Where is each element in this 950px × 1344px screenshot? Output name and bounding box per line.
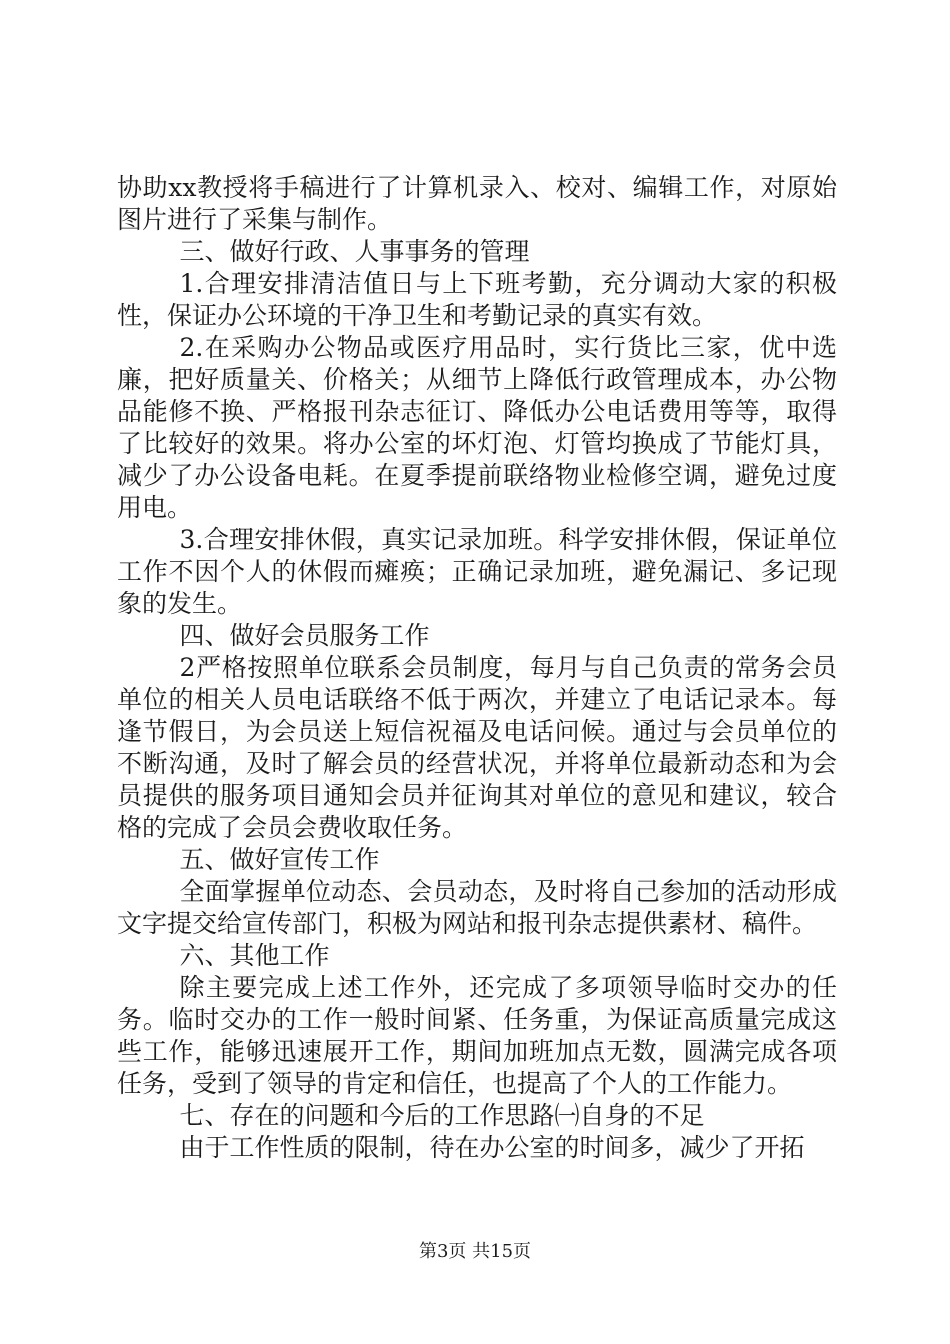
paragraph: 由于工作性质的限制，待在办公室的时间多，减少了开拓 <box>179 1133 805 1162</box>
section-heading: 五、做好宣传工作 <box>179 845 380 874</box>
paragraph: 协助xx教授将手稿进行了计算机录入、校对、编辑工作，对原始图片进行了采集与制作。 <box>117 173 837 234</box>
paragraph: 2.在采购办公物品或医疗用品时，实行货比三家，优中选廉，把好质量关、价格关；从细节上降低行政管理成本，办公物品能修不换、严格报刊杂志征订、降低办公电话费用等等，取得了比较好的效果。将办公室的坏灯泡、灯管均换成了节能灯具，减少了办公设备电耗。在夏季提前联络物业检修空调，避免过度用电。 <box>117 333 837 522</box>
section-heading: 六、其他工作 <box>179 941 330 970</box>
page-number-indicator: 第3页 共15页 <box>418 1241 532 1262</box>
page-footer <box>0 1241 950 1263</box>
document-body <box>117 172 837 1164</box>
section-heading: 七、存在的问题和今后的工作思路㈠自身的不足 <box>179 1101 705 1130</box>
paragraph: 3.合理安排休假，真实记录加班。科学安排休假，保证单位工作不因个人的休假而瘫痪；正确记录加班，避免漏记、多记现象的发生。 <box>117 525 837 618</box>
section-heading: 四、做好会员服务工作 <box>179 621 430 650</box>
paragraph: 2严格按照单位联系会员制度，每月与自己负责的常务会员单位的相关人员电话联络不低于两次，并建立了电话记录本。每逢节假日，为会员送上短信祝福及电话问候。通过与会员单位的不断沟通，及时了解会员的经营状况，并将单位最新动态和为会员提供的服务项目通知会员并征询其对单位的意见和建议，较合格的完成了会员会费收取任务。 <box>117 653 837 842</box>
section-heading: 三、做好行政、人事事务的管理 <box>179 237 530 266</box>
paragraph: 1.合理安排清洁值日与上下班考勤，充分调动大家的积极性，保证办公环境的干净卫生和考勤记录的真实有效。 <box>117 269 837 330</box>
paragraph: 除主要完成上述工作外，还完成了多项领导临时交办的任务。临时交办的工作一般时间紧、任务重，为保证高质量完成这些工作，能够迅速展开工作，期间加班加点无数，圆满完成各项任务，受到了领导的肯定和信任，也提高了个人的工作能力。 <box>117 973 837 1098</box>
paragraph: 全面掌握单位动态、会员动态，及时将自己参加的活动形成文字提交给宣传部门，积极为网站和报刊杂志提供素材、稿件。 <box>117 877 837 938</box>
